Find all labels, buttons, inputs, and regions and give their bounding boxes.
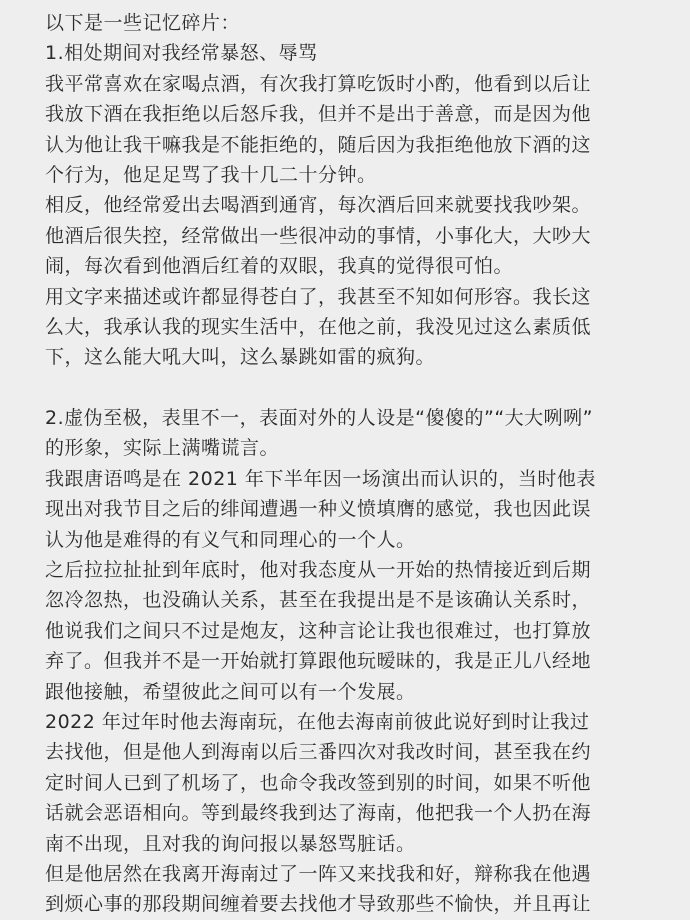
note-line: 他说我们之间只不过是炮友，这种言论让我也很难过，也打算放 — [45, 619, 592, 642]
note-line: 话就会恶语相向。等到最终我到达了海南，他把我一个人扔在海 — [45, 802, 592, 825]
note-line: 2022 年过年时他去海南玩，在他去海南前彼此说好到时让我过 — [45, 710, 590, 733]
note-line: 忽冷忽热，也没确认关系，甚至在我提出是不是该确认关系时， — [45, 589, 592, 612]
note-line: 个行为，他足足骂了我十几二十分钟。 — [45, 163, 377, 186]
note-line: 去找他，但是他人到海南以后三番四次对我改时间，甚至我在约 — [45, 741, 592, 764]
blank-line — [45, 373, 660, 403]
note-line: 的形象，实际上满嘴谎言。 — [45, 437, 280, 460]
note-line: 么大，我承认我的现实生活中，在他之前，我没见过这么素质低 — [45, 315, 592, 338]
note-heading: 以下是一些记忆碎片： — [45, 12, 241, 34]
note-line: 下，这么能大吼大叫，这么暴跳如雷的疯狗。 — [45, 346, 436, 369]
note-line: 之后拉拉扯扯到年底时，他对我态度从一开始的热情接近到后期 — [45, 559, 592, 582]
note-line: 认为他让我干嘛我是不能拒绝的，随后因为我拒绝他放下酒的这 — [45, 133, 592, 156]
note-line: 用文字来描述或许都显得苍白了，我甚至不知如何形容。我长这 — [45, 285, 592, 308]
section-2-title: 2.虚伪至极，表里不一，表面对外的人设是“傻傻的”“大大咧咧” — [45, 407, 594, 430]
note-line: 但是他居然在我离开海南过了一阵又来找我和好，辩称我在他遇 — [45, 862, 592, 885]
note-line: 闹，每次看到他酒后红着的双眼，我真的觉得很可怕。 — [45, 255, 514, 278]
note-line: 认为他是难得的有义气和同理心的一个人。 — [45, 528, 416, 551]
note-line: 南不出现，且对我的询问报以暴怒骂脏话。 — [45, 832, 416, 855]
note-line: 他酒后很失控，经常做出一些很冲动的事情，小事化大，大吵大 — [45, 224, 592, 247]
note-line: 现出对我节目之后的绯闻遭遇一种义愤填膺的感觉，我也因此误 — [45, 498, 592, 521]
note-line: 相反，他经常爱出去喝酒到通宵，每次酒后回来就要找我吵架。 — [45, 194, 592, 217]
note-line: 定时间人已到了机场了，也命令我改签到别的时间，如果不听他 — [45, 771, 592, 794]
note-line: 跟他接触，希望彼此之间可以有一个发展。 — [45, 680, 416, 703]
note-line: 我放下酒在我拒绝以后怒斥我，但并不是出于善意，而是因为他 — [45, 103, 592, 126]
note-line: 弃了。但我并不是一开始就打算跟他玩暧昧的，我是正儿八经地 — [45, 650, 592, 673]
note-line: 我跟唐语鸣是在 2021 年下半年因一场演出而认识的，当时他表 — [45, 467, 596, 490]
section-1-title: 1.相处期间对我经常暴怒、辱骂 — [45, 42, 318, 65]
note-line: 到烦心事的那段期间缠着要去找他才导致那些不愉快，并且再让 — [45, 893, 592, 916]
note-line: 我平常喜欢在家喝点酒，有次我打算吃饭时小酌，他看到以后让 — [45, 72, 592, 95]
